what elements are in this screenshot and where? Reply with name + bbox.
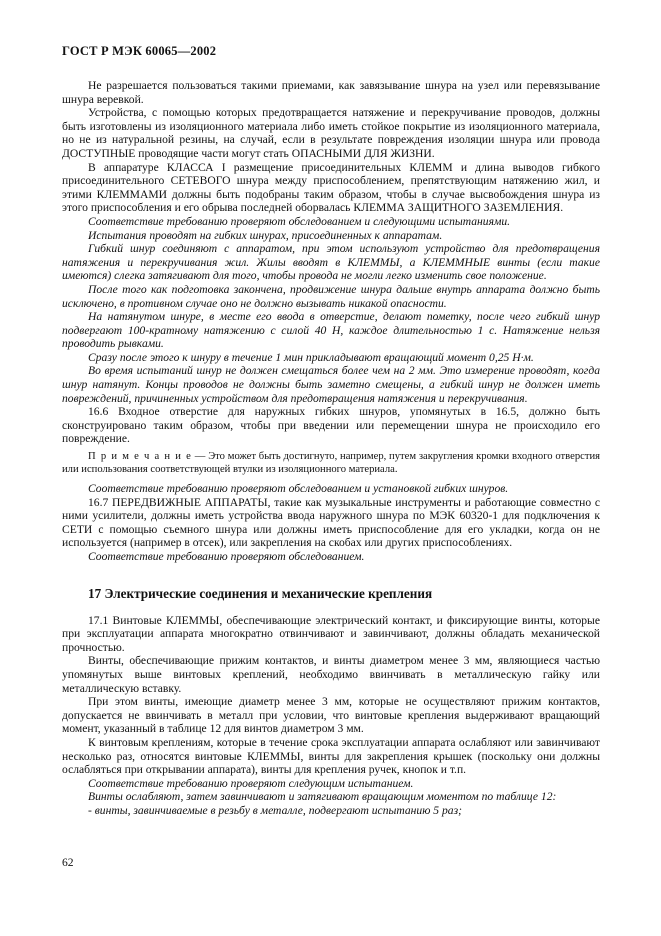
- page-number: 62: [62, 856, 74, 869]
- note-label: П р и м е ч а н и е: [88, 451, 193, 463]
- page-content: [62, 44, 600, 818]
- paragraph: 17.1 Винтовые КЛЕММЫ, обеспечивающие электрический контакт, и фиксирующие винты, которые при эксплуатации аппарата многократно отвинчивают и завинчивают, должны обладать механической прочностью.: [62, 613, 600, 654]
- document-header: ГОСТ Р МЭК 60065—2002: [62, 44, 217, 58]
- paragraph-italic: Соответствие требованию проверяют обследованием.: [88, 550, 365, 563]
- paragraph-italic: Соответствие требованию проверяют обследованием и установкой гибких шнуров.: [88, 482, 509, 496]
- paragraph: К винтовым креплениям, которые в течение срока эксплуатации аппарата ослабляют или завинчивают несколько раз, относятся винтовые КЛЕММЫ, винты для закрепления крышек (поскольку они должны ослабляться при открывании аппарата), винты для крепления ручек, кнопок и т.п.: [62, 735, 600, 777]
- paragraph: Устройства, с помощью которых предотвращается натяжение и перекручивание проводов, должны быть изготовлены из изоляционного материала либо иметь стойкое покрытие из изоляционного материала, но не из натуральной резины, на случай, если в результате повреждения изоляции шнура или провода ДОСТУПНЫЕ проводящие части могут стать ОПАСНЫМИ ДЛЯ ЖИЗНИ.: [62, 106, 600, 160]
- paragraph-italic: Испытания проводят на гибких шнурах, присоединенных к аппаратам.: [88, 228, 443, 242]
- paragraph: 16.7 ПЕРЕДВИЖНЫЕ АППАРАТЫ, такие как музыкальные инструменты и работающие совместно с ними усилители, должны иметь устройства ввода наружного шнура по МЭК 60320-1 для подключения к СЕТИ с помощью съемного шнура или должны иметь приспособление для его укладки, когда он не используется (например в отсек), или закрепления на скобах или других приспособлениях.: [62, 495, 600, 550]
- paragraph: Не разрешается пользоваться такими приемами, как завязывание шнура на узел или перевязывание шнура веревкой.: [62, 79, 600, 106]
- paragraph-italic: Винты ослабляют, затем завинчивают и затягивают вращающим моментом по таблице 12:: [88, 790, 557, 804]
- paragraph: При этом винты, имеющие диаметр менее 3 мм, которые не осуществляют прижим контактов, допускается не ввинчивать в металл при условии, что винтовые крепления выдерживают вращающий момент, указанный в таблице 12 для винтов диаметром 3 мм.: [62, 695, 600, 736]
- paragraph-italic: Соответствие требованию проверяют следующим испытанием.: [88, 776, 414, 790]
- paragraph: 16.6 Входное отверстие для наружных гибких шнуров, упомянутых в 16.5, должно быть сконструировано таким образом, чтобы при введении или перемещении шнура не происходило его повреждение.: [62, 405, 600, 446]
- paragraph-italic: Гибкий шнур соединяют с аппаратом, при этом используют устройство для предотвращения натяжения и перекручивания жил. Жилы вводят в КЛЕММЫ, а КЛЕММНЫЕ винты (если такие имеются) слегка затягивают для того, чтобы провода не могли легко изменить свое положение.: [62, 242, 600, 283]
- paragraph-italic: На натянутом шнуре, в месте его ввода в отверстие, делают пометку, после чего гибкий шнур подвергают 100-кратному натяжению с силой 40 Н, каждое длительностью 1 с. Натяжение нельзя проводить рывками.: [62, 310, 600, 351]
- paragraph-italic: После того как подготовка закончена, продвижение шнура дальше внутрь аппарата должно быть исключено, в противном случае оно не должно вызывать никакой опасности.: [62, 282, 600, 310]
- paragraph-italic: Сразу после этого к шнуру в течение 1 мин прикладывают вращающий момент 0,25 Н·м.: [88, 350, 534, 364]
- section-title: 17 Электрические соединения и механические крепления: [88, 585, 433, 601]
- paragraph: В аппаратуре КЛАССА I размещение присоединительных КЛЕММ и длина выводов гибкого присоединительного СЕТЕВОГО шнура между приспособлением, препятствующим натяжению жил, и этими КЛЕММАМИ должны быть подобраны таким образом, чтобы в случае высвобождения шнура из этого приспособления и его обрыва последней оборвалась КЛЕММА ЗАЩИТНОГО ЗАЗЕМЛЕНИЯ.: [62, 160, 600, 215]
- paragraph-italic: Соответствие требованию проверяют обследованием и следующими испытаниями.: [88, 214, 511, 228]
- paragraph-italic: - винты, завинчиваемые в резьбу в металле, подвергают испытанию 5 раз;: [88, 803, 462, 817]
- paragraph: Винты, обеспечивающие прижим контактов, и винты диаметром менее 3 мм, являющиеся частью упомянутых выше винтовых креплений, необходимо ввинчивать в металлическую гайку или металлическую вставку.: [62, 654, 600, 695]
- note-text: — Это может быть достигнуто, например, путем закругления кромки входного отверстия или использования соответствующей втулки из изоляционного материала.: [62, 451, 600, 476]
- note: [62, 450, 600, 476]
- paragraph-italic: Во время испытаний шнур не должен смещаться более чем на 2 мм. Это измерение проводят, когда шнур натянут. Концы проводов не должны быть заметно смещены, а гибкий шнур не должен иметь повреждений, причиненных устройством для предотвращения натяжения и перекручивания.: [62, 364, 600, 405]
